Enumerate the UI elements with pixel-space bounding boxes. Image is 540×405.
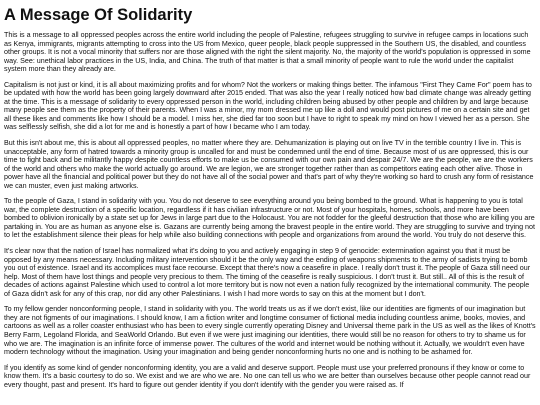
- paragraph-3: But this isn't about me, this is about all oppressed peoples, no matter where they are. Dehumanization is playing out on live TV in the terrible country I live in. This is unacceptable, any form of hatred towards a minority group is uncalled for and must be condemned until the end of time. Because most of us are oppressed, this is our time to fight back and be militantly happy despite countless efforts to make us be consumed with our own pain and despair 24/7. We are the people, we are the workers of the world and others who make the world actually go around. We are legion, we are stronger together rather than as competitors eating each other alive. Those in power have all the financial and political power but they do not have all of the social power and that's part of why they're working so hard to crush any form of resistance we can muster, even just making artworks.: [4, 139, 534, 190]
- paragraph-4: To the people of Gaza, I stand in solidarity with you. You do not deserve to see everything around you being bombed to the ground. What is happening to you is total war, the complete destruction of a specific location, regardless if it has civilian infrastructure or not. Most of your hospitals, homes, schools, and more have been bombed to oblivion ironically by a state set up for Jews in large part due to the Holocaust. You are not fodder for the gleeful destruction that those who are killing you are partaking in. You are as human as anyone else is. Gazans are currently being among the bravest people in the entire world. They are struggling to survive and trying not to let the establishment silence their pleas for help while also building connections with people and organizations from around the world. You truly do not deserve this.: [4, 197, 535, 240]
- paragraph-5: It's clear now that the nation of Israel has normalized what it's doing to you and actively engaging in step 9 of genocide: extermination against you that it must be opposed by any means necessary. Including military intervention should it be the only way and the ending of weapons shipments to the army of sadists trying to bomb you out of existence. Israel and its accomplices must face recourse. Except that there's now a ceasefire in place. I really don't trust it. The people of Gaza still need our help. Most of them have lost things and people very precious to them. The timing of the ceasefire is really suspicious. I don't trust it. But still.. All of this is the result of decades of actions against Palestine which used to control a lot more territory but is now not even a nation fully recognized by the international community. The people of Gaza didn't ask for any of this crap, nor did any other Palestinians. I wish I had more words to say on this at the moment but I don't.: [4, 247, 531, 298]
- paragraph-1: This is a message to all oppressed peoples across the entire world including the people of Palestine, refugees struggling to survive in refugee camps in locations such as Kenya, immigrants, migrants attempting to cross into the US from Mexico, queer people, black people suppressed in the Southern US, the disabled, and countless other groups. It is not a vocal minority that suffers nor are those aligned with the right the silent majority. No, the majority of the world's population is oppressed in some way. See: unethical labor practices in the US, India, and China. The truth of that matter is that a small minority of people want to rule the world under the capitalist system more than they already are.: [4, 31, 531, 74]
- paragraph-7: If you identify as some kind of gender nonconforming identity, you are a valid and deserve support. People must use your preferred pronouns if they know or come to know them. It's a basic courtesy to do so. We exist and we are who we are. No one can tell us who we are better than ourselves because other people cannot read our every thought, past and present. It's hard to figure out gender identity if you don't identify with the gender you were raised as. If: [4, 363, 531, 389]
- paragraph-2: Capitalism is not just or kind, it is all about maximizing profits and for whom? Not the workers or making things better. The infamous "First They Came For" poem has to be updated with how the world has been going largely downward after 2015 ended. That was also the year I really noticed how bad climate change was already getting at the time. This is a message of solidarity to every oppressed person in the world, including children being abused by other people and children by and large because many people see them as the property of their parents. When I was a minor, my mom dressed me up like a doll and would post pictures of me on a certain site and get all these likes and comments like how I should be a model. I miss her, she died far too soon but I have to right to speak my mind on how I viewed her as a person. She was selflessly selfish, she did a lot for me and is honestly a part of how I became who I am today.: [4, 80, 532, 132]
- page-title: A Message Of Solidarity: [4, 6, 193, 24]
- paragraph-6: To my fellow gender nonconforming people, I stand in solidarity with you. The world treats us as if we don't exist, like our identities are figments of our imagination but they are not figments of our imaginations. I should know, I am a fiction writer and longtime consumer of fictional media including countless anime, books, movies, and cartoons as well as a roller coaster enthusiast who has been to every single currently operating Disney and Universal theme park in the US as well as the likes of Knott's Berry Farm, Legoland Florida, and SeaWorld Orlando. But even if we were just imagining our identities, there would still be no reason for others to try to shame us for who we are. The imagination is an infinite force of immense power. The cultures of the world and internet would be nothing without it. Actually, we wouldn't even have modern technology without the imagination. Using your imagination and being gender nonconforming hurts no one and is nothing to be ashamed for.: [4, 305, 536, 357]
